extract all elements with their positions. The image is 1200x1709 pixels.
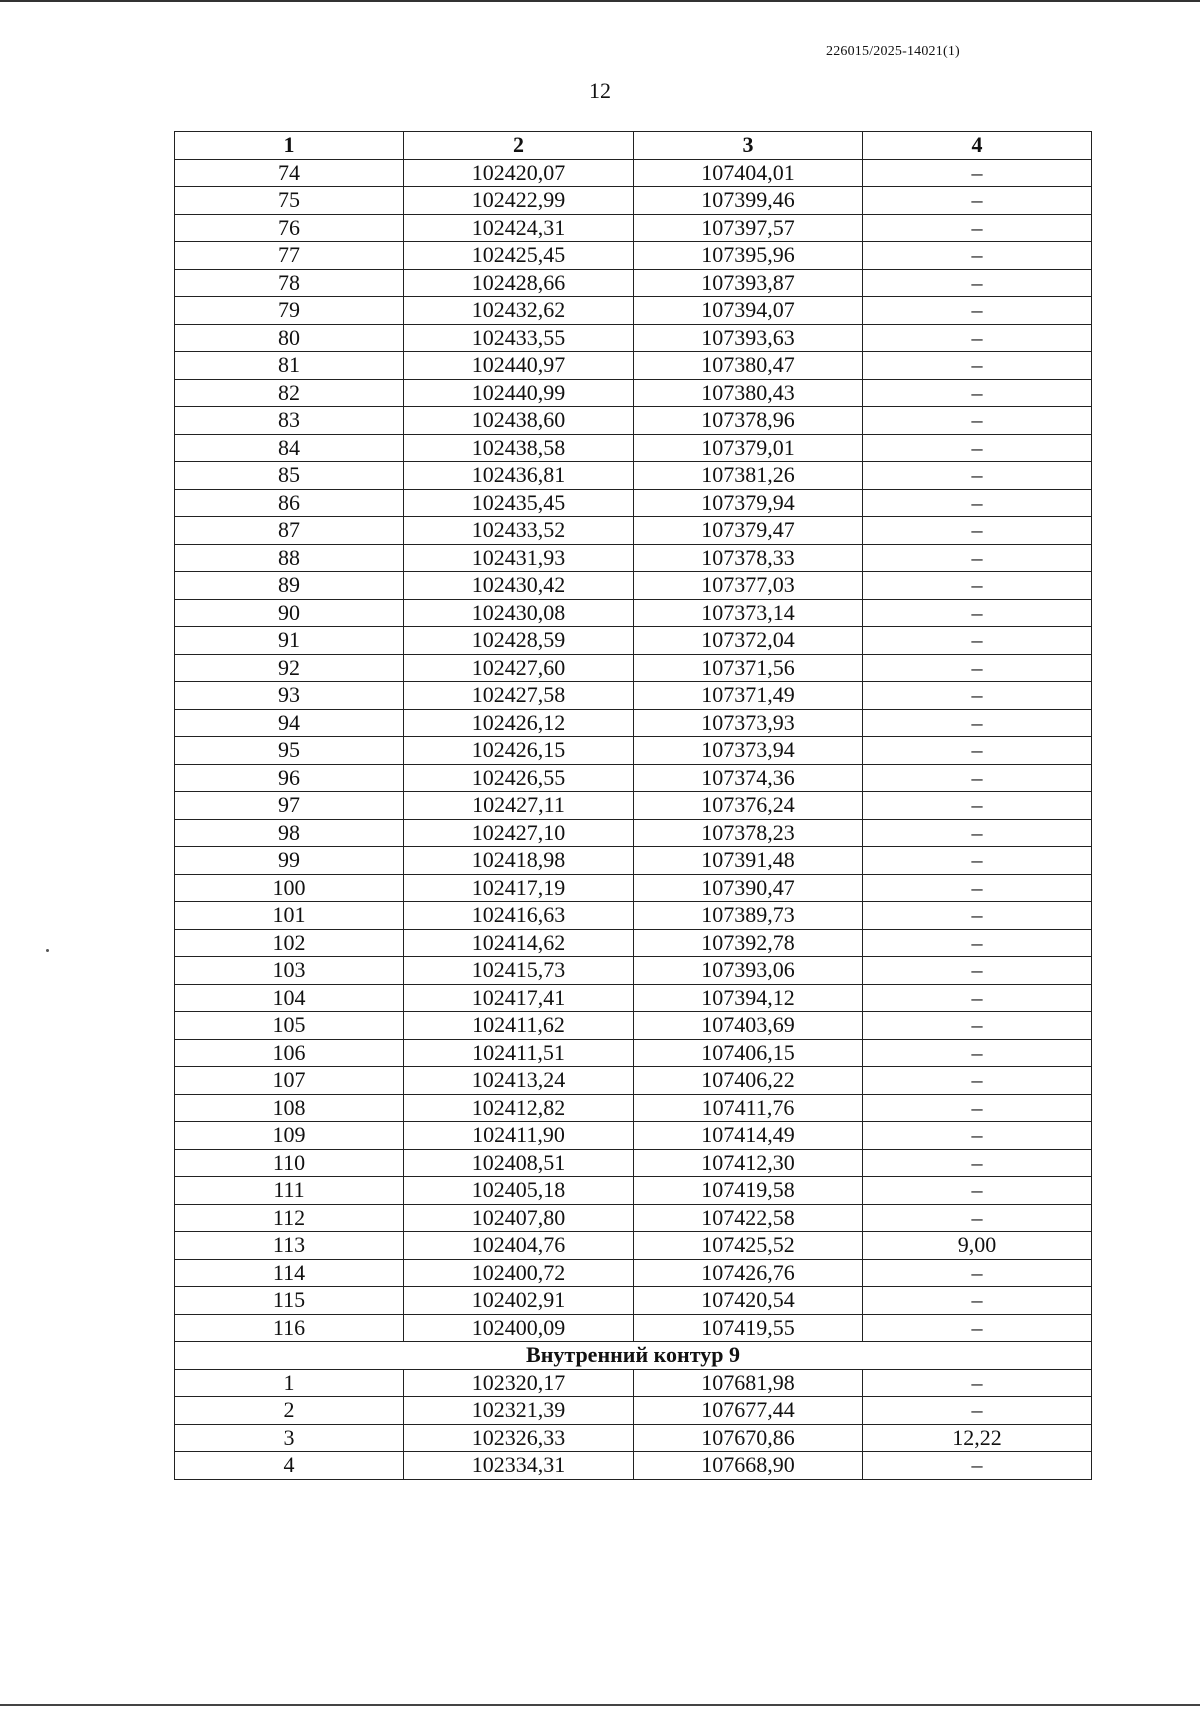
- table-row: [175, 984, 1092, 1012]
- table-cell-col2: 102408,51: [404, 1149, 634, 1177]
- table-cell-col1: 81: [175, 352, 404, 380]
- table-cell-col3: 107422,58: [634, 1204, 863, 1232]
- table-cell-col1: 89: [175, 572, 404, 600]
- table-row: [175, 242, 1092, 270]
- table-cell-col2: 102430,08: [404, 599, 634, 627]
- table-cell-col3: 107425,52: [634, 1232, 863, 1260]
- table-cell-col2: 102320,17: [404, 1369, 634, 1397]
- table-row: [175, 187, 1092, 215]
- table-cell-col3: 107391,48: [634, 847, 863, 875]
- table-cell-col4: –: [863, 489, 1092, 517]
- table-cell-col1: 3: [175, 1424, 404, 1452]
- table-cell-col1: 74: [175, 159, 404, 187]
- table-cell-col2: 102432,62: [404, 297, 634, 325]
- table-cell-col3: 107394,07: [634, 297, 863, 325]
- table-cell-col3: 107376,24: [634, 792, 863, 820]
- table-row: [175, 1122, 1092, 1150]
- table-cell-col2: 102438,58: [404, 434, 634, 462]
- table-cell-col3: 107403,69: [634, 1012, 863, 1040]
- table-cell-col3: 107371,56: [634, 654, 863, 682]
- table-cell-col4: –: [863, 352, 1092, 380]
- table-cell-col4: 9,00: [863, 1232, 1092, 1260]
- table-cell-col2: 102422,99: [404, 187, 634, 215]
- table-cell-col1: 4: [175, 1452, 404, 1480]
- table-cell-col4: –: [863, 1177, 1092, 1205]
- table-cell-col1: 83: [175, 407, 404, 435]
- table-cell-col2: 102430,42: [404, 572, 634, 600]
- table-cell-col1: 86: [175, 489, 404, 517]
- table-row: [175, 324, 1092, 352]
- table-cell-col1: 113: [175, 1232, 404, 1260]
- table-cell-col2: 102428,59: [404, 627, 634, 655]
- table-cell-col1: 98: [175, 819, 404, 847]
- table-row: [175, 159, 1092, 187]
- table-body-part1: [175, 159, 1092, 1342]
- table-cell-col3: 107406,22: [634, 1067, 863, 1095]
- table-row: [175, 847, 1092, 875]
- table-cell-col3: 107412,30: [634, 1149, 863, 1177]
- table-cell-col4: –: [863, 819, 1092, 847]
- table-row: [175, 819, 1092, 847]
- table-row: [175, 572, 1092, 600]
- table-cell-col2: 102326,33: [404, 1424, 634, 1452]
- table-row: [175, 929, 1092, 957]
- table-cell-col1: 99: [175, 847, 404, 875]
- table-cell-col3: 107426,76: [634, 1259, 863, 1287]
- table-cell-col4: –: [863, 1204, 1092, 1232]
- table-cell-col2: 102427,58: [404, 682, 634, 710]
- table-row: [175, 627, 1092, 655]
- table-cell-col2: 102415,73: [404, 957, 634, 985]
- table-cell-col4: –: [863, 379, 1092, 407]
- table-row: [175, 1397, 1092, 1425]
- table-cell-col1: 116: [175, 1314, 404, 1342]
- column-header-2: 2: [404, 132, 634, 160]
- table-row: [175, 1259, 1092, 1287]
- table-cell-col1: 94: [175, 709, 404, 737]
- table-row: [175, 1094, 1092, 1122]
- table-cell-col1: 80: [175, 324, 404, 352]
- column-header-3: 3: [634, 132, 863, 160]
- table-row: [175, 1452, 1092, 1480]
- table-cell-col3: 107374,36: [634, 764, 863, 792]
- table-row: [175, 462, 1092, 490]
- table-cell-col4: –: [863, 572, 1092, 600]
- table-cell-col2: 102334,31: [404, 1452, 634, 1480]
- table-cell-col2: 102407,80: [404, 1204, 634, 1232]
- table-cell-col4: –: [863, 764, 1092, 792]
- table-cell-col1: 95: [175, 737, 404, 765]
- table-cell-col3: 107390,47: [634, 874, 863, 902]
- table-cell-col1: 96: [175, 764, 404, 792]
- table-cell-col2: 102412,82: [404, 1094, 634, 1122]
- table-cell-col4: –: [863, 654, 1092, 682]
- scan-edge-top: [0, 0, 1200, 2]
- table-row: [175, 1039, 1092, 1067]
- table-row: [175, 1204, 1092, 1232]
- table-cell-col3: 107406,15: [634, 1039, 863, 1067]
- table-cell-col4: –: [863, 737, 1092, 765]
- table-cell-col3: 107379,94: [634, 489, 863, 517]
- coordinates-table: [174, 131, 1092, 1480]
- table-row: [175, 599, 1092, 627]
- table-cell-col4: –: [863, 1094, 1092, 1122]
- table-row: [175, 1012, 1092, 1040]
- table-cell-col1: 112: [175, 1204, 404, 1232]
- table-cell-col2: 102400,72: [404, 1259, 634, 1287]
- table-cell-col3: 107378,23: [634, 819, 863, 847]
- table-row: [175, 1149, 1092, 1177]
- table-cell-col1: 110: [175, 1149, 404, 1177]
- section-title: Внутренний контур 9: [175, 1342, 1092, 1370]
- table-row: [175, 214, 1092, 242]
- table-cell-col1: 1: [175, 1369, 404, 1397]
- table-cell-col2: 102404,76: [404, 1232, 634, 1260]
- table-cell-col4: –: [863, 1122, 1092, 1150]
- table-cell-col2: 102411,51: [404, 1039, 634, 1067]
- table-cell-col4: –: [863, 1067, 1092, 1095]
- table-cell-col1: 97: [175, 792, 404, 820]
- table-cell-col2: 102405,18: [404, 1177, 634, 1205]
- table-cell-col3: 107378,33: [634, 544, 863, 572]
- table-cell-col4: –: [863, 902, 1092, 930]
- table-cell-col2: 102426,15: [404, 737, 634, 765]
- table-row: [175, 544, 1092, 572]
- table-row: [175, 654, 1092, 682]
- table-cell-col2: 102440,99: [404, 379, 634, 407]
- table-row: [175, 1424, 1092, 1452]
- table-cell-col1: 90: [175, 599, 404, 627]
- table-cell-col3: 107397,57: [634, 214, 863, 242]
- table-cell-col3: 107379,01: [634, 434, 863, 462]
- table-cell-col3: 107380,43: [634, 379, 863, 407]
- table-cell-col2: 102428,66: [404, 269, 634, 297]
- table-row: [175, 792, 1092, 820]
- table-row: [175, 297, 1092, 325]
- table-cell-col4: –: [863, 599, 1092, 627]
- table-cell-col3: 107372,04: [634, 627, 863, 655]
- table-header-row: [175, 132, 1092, 160]
- table-cell-col3: 107373,93: [634, 709, 863, 737]
- table-row: [175, 352, 1092, 380]
- table-cell-col4: –: [863, 517, 1092, 545]
- table-cell-col1: 114: [175, 1259, 404, 1287]
- table-cell-col4: –: [863, 159, 1092, 187]
- table-cell-col4: –: [863, 1259, 1092, 1287]
- table-cell-col3: 107668,90: [634, 1452, 863, 1480]
- page-number: 12: [589, 78, 611, 103]
- table-cell-col4: –: [863, 324, 1092, 352]
- table-cell-col3: 107377,03: [634, 572, 863, 600]
- table-cell-col3: 107393,63: [634, 324, 863, 352]
- table-cell-col4: –: [863, 1452, 1092, 1480]
- table-cell-col1: 82: [175, 379, 404, 407]
- table-cell-col4: –: [863, 847, 1092, 875]
- table-cell-col1: 2: [175, 1397, 404, 1425]
- table-cell-col1: 111: [175, 1177, 404, 1205]
- table-body-part2: [175, 1369, 1092, 1479]
- table-cell-col4: –: [863, 407, 1092, 435]
- table-cell-col3: 107373,94: [634, 737, 863, 765]
- table-cell-col4: 12,22: [863, 1424, 1092, 1452]
- table-cell-col3: 107371,49: [634, 682, 863, 710]
- table-cell-col2: 102438,60: [404, 407, 634, 435]
- table-cell-col2: 102321,39: [404, 1397, 634, 1425]
- table-row: [175, 1369, 1092, 1397]
- table-cell-col4: –: [863, 1314, 1092, 1342]
- table-cell-col1: 79: [175, 297, 404, 325]
- table-cell-col1: 76: [175, 214, 404, 242]
- table-row: [175, 269, 1092, 297]
- table-cell-col2: 102433,52: [404, 517, 634, 545]
- table-cell-col2: 102427,60: [404, 654, 634, 682]
- table-cell-col2: 102414,62: [404, 929, 634, 957]
- table-cell-col1: 109: [175, 1122, 404, 1150]
- table-cell-col2: 102435,45: [404, 489, 634, 517]
- table-cell-col3: 107395,96: [634, 242, 863, 270]
- table-cell-col4: –: [863, 1039, 1092, 1067]
- table-cell-col3: 107379,47: [634, 517, 863, 545]
- table-cell-col3: 107677,44: [634, 1397, 863, 1425]
- table-cell-col1: 92: [175, 654, 404, 682]
- table-cell-col3: 107404,01: [634, 159, 863, 187]
- table-cell-col3: 107399,46: [634, 187, 863, 215]
- table-row: [175, 379, 1092, 407]
- table-cell-col4: –: [863, 984, 1092, 1012]
- table-row: [175, 737, 1092, 765]
- table-cell-col1: 77: [175, 242, 404, 270]
- table-row: [175, 407, 1092, 435]
- table-cell-col3: 107392,78: [634, 929, 863, 957]
- table-cell-col1: 107: [175, 1067, 404, 1095]
- table-cell-col3: 107411,76: [634, 1094, 863, 1122]
- table-cell-col4: –: [863, 544, 1092, 572]
- table-cell-col4: –: [863, 682, 1092, 710]
- table-cell-col1: 100: [175, 874, 404, 902]
- table-cell-col2: 102424,31: [404, 214, 634, 242]
- section-row: [175, 1342, 1092, 1370]
- table-cell-col2: 102411,62: [404, 1012, 634, 1040]
- table-cell-col2: 102400,09: [404, 1314, 634, 1342]
- table-cell-col2: 102416,63: [404, 902, 634, 930]
- table-cell-col2: 102402,91: [404, 1287, 634, 1315]
- table-cell-col1: 78: [175, 269, 404, 297]
- document-number: 226015/2025-14021(1): [826, 44, 960, 59]
- table-row: [175, 517, 1092, 545]
- table-cell-col4: –: [863, 434, 1092, 462]
- table-cell-col4: –: [863, 1397, 1092, 1425]
- table-cell-col3: 107394,12: [634, 984, 863, 1012]
- table-cell-col2: 102418,98: [404, 847, 634, 875]
- table-cell-col3: 107373,14: [634, 599, 863, 627]
- table-cell-col1: 103: [175, 957, 404, 985]
- table-cell-col1: 115: [175, 1287, 404, 1315]
- table-cell-col2: 102440,97: [404, 352, 634, 380]
- scan-edge-bottom: [0, 1704, 1200, 1706]
- table-cell-col3: 107414,49: [634, 1122, 863, 1150]
- table-cell-col3: 107670,86: [634, 1424, 863, 1452]
- table-cell-col4: –: [863, 627, 1092, 655]
- table-cell-col1: 93: [175, 682, 404, 710]
- table-cell-col2: 102426,55: [404, 764, 634, 792]
- table-cell-col2: 102417,41: [404, 984, 634, 1012]
- table-cell-col4: –: [863, 214, 1092, 242]
- table-cell-col3: 107419,58: [634, 1177, 863, 1205]
- table-cell-col4: –: [863, 187, 1092, 215]
- table-cell-col1: 104: [175, 984, 404, 1012]
- table-cell-col1: 108: [175, 1094, 404, 1122]
- table-cell-col4: –: [863, 792, 1092, 820]
- column-header-4: 4: [863, 132, 1092, 160]
- table-row: [175, 1314, 1092, 1342]
- table-cell-col4: –: [863, 1149, 1092, 1177]
- table-cell-col1: 91: [175, 627, 404, 655]
- table-cell-col2: 102426,12: [404, 709, 634, 737]
- column-header-1: 1: [175, 132, 404, 160]
- table-cell-col1: 105: [175, 1012, 404, 1040]
- table-row: [175, 709, 1092, 737]
- table-cell-col3: 107380,47: [634, 352, 863, 380]
- table-row: [175, 764, 1092, 792]
- table-cell-col2: 102411,90: [404, 1122, 634, 1150]
- table-cell-col2: 102413,24: [404, 1067, 634, 1095]
- table-row: [175, 874, 1092, 902]
- table-row: [175, 434, 1092, 462]
- table-cell-col2: 102433,55: [404, 324, 634, 352]
- table-cell-col1: 85: [175, 462, 404, 490]
- table-row: [175, 1067, 1092, 1095]
- table-row: [175, 902, 1092, 930]
- table-cell-col4: –: [863, 1369, 1092, 1397]
- table-cell-col4: –: [863, 874, 1092, 902]
- table-cell-col1: 87: [175, 517, 404, 545]
- table-row: [175, 682, 1092, 710]
- table-cell-col1: 75: [175, 187, 404, 215]
- table-cell-col3: 107381,26: [634, 462, 863, 490]
- table-cell-col4: –: [863, 462, 1092, 490]
- table-cell-col4: –: [863, 242, 1092, 270]
- table-cell-col3: 107389,73: [634, 902, 863, 930]
- table-cell-col3: 107420,54: [634, 1287, 863, 1315]
- table-cell-col4: –: [863, 1287, 1092, 1315]
- table-cell-col4: –: [863, 929, 1092, 957]
- table-cell-col4: –: [863, 957, 1092, 985]
- scan-speck: [46, 949, 49, 952]
- table-cell-col1: 106: [175, 1039, 404, 1067]
- table-row: [175, 1287, 1092, 1315]
- table-cell-col1: 88: [175, 544, 404, 572]
- table-cell-col3: 107681,98: [634, 1369, 863, 1397]
- table-row: [175, 957, 1092, 985]
- table-cell-col2: 102427,11: [404, 792, 634, 820]
- table-cell-col3: 107393,87: [634, 269, 863, 297]
- table-cell-col3: 107378,96: [634, 407, 863, 435]
- table-row: [175, 1232, 1092, 1260]
- table-cell-col4: –: [863, 709, 1092, 737]
- table-cell-col1: 84: [175, 434, 404, 462]
- table-row: [175, 489, 1092, 517]
- table-cell-col2: 102436,81: [404, 462, 634, 490]
- table-cell-col1: 101: [175, 902, 404, 930]
- table-cell-col4: –: [863, 269, 1092, 297]
- table-row: [175, 1177, 1092, 1205]
- table-cell-col2: 102425,45: [404, 242, 634, 270]
- table-cell-col3: 107419,55: [634, 1314, 863, 1342]
- table-cell-col2: 102427,10: [404, 819, 634, 847]
- table-cell-col4: –: [863, 297, 1092, 325]
- table-cell-col2: 102420,07: [404, 159, 634, 187]
- table-cell-col1: 102: [175, 929, 404, 957]
- table-cell-col2: 102417,19: [404, 874, 634, 902]
- table-cell-col2: 102431,93: [404, 544, 634, 572]
- table-cell-col3: 107393,06: [634, 957, 863, 985]
- table-cell-col4: –: [863, 1012, 1092, 1040]
